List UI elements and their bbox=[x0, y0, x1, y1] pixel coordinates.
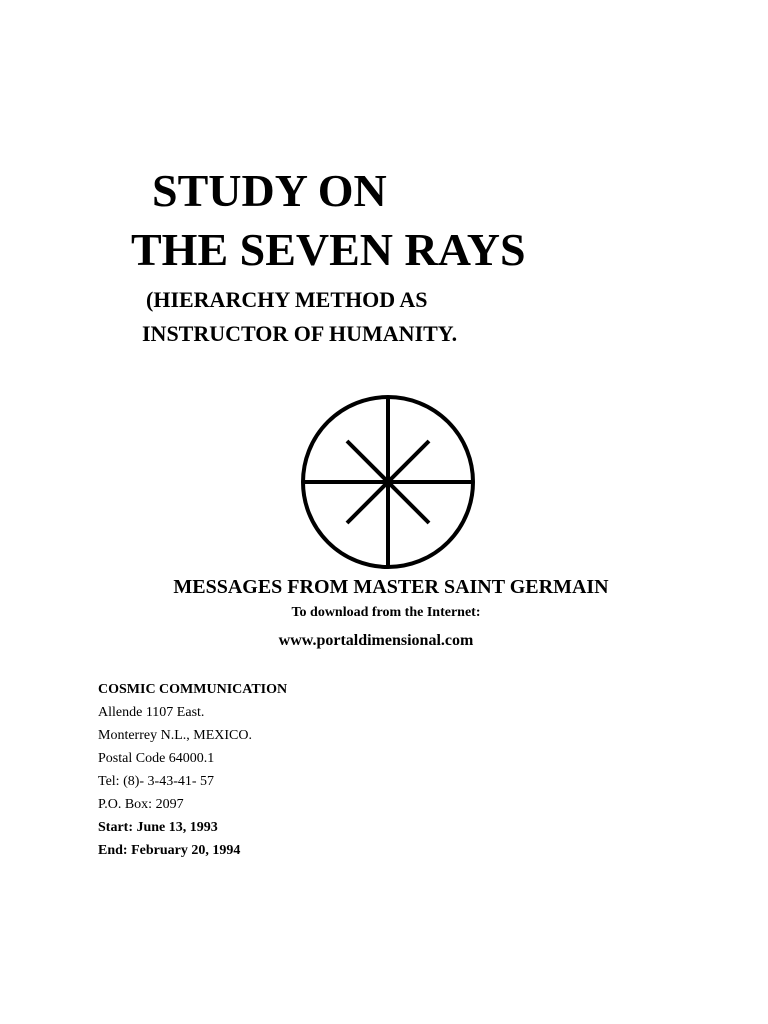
contact-block bbox=[98, 678, 287, 862]
street-address: Allende 1107 East. bbox=[98, 705, 205, 720]
messages-heading: MESSAGES FROM MASTER SAINT GERMAIN bbox=[173, 576, 609, 598]
circle-eight-spoke-symbol-icon bbox=[300, 394, 476, 570]
subtitle-line-2: INSTRUCTOR OF HUMANITY. bbox=[142, 321, 458, 346]
telephone: Tel: (8)- 3-43-41- 57 bbox=[98, 774, 215, 789]
organization-name: COSMIC COMMUNICATION bbox=[98, 682, 288, 697]
po-box: P.O. Box: 2097 bbox=[98, 797, 184, 812]
start-date: Start: June 13, 1993 bbox=[98, 820, 218, 835]
postal-code: Postal Code 64000.1 bbox=[98, 751, 215, 766]
end-date: End: February 20, 1994 bbox=[98, 843, 241, 858]
city-line: Monterrey N.L., MEXICO. bbox=[98, 728, 252, 743]
website-url: www.portaldimensional.com bbox=[278, 632, 474, 649]
download-note: To download from the Internet: bbox=[291, 605, 481, 620]
subtitle-line-1: (HIERARCHY METHOD AS bbox=[146, 287, 428, 312]
title-line-1: STUDY ON bbox=[152, 165, 387, 216]
title-line-2: THE SEVEN RAYS bbox=[131, 224, 526, 275]
